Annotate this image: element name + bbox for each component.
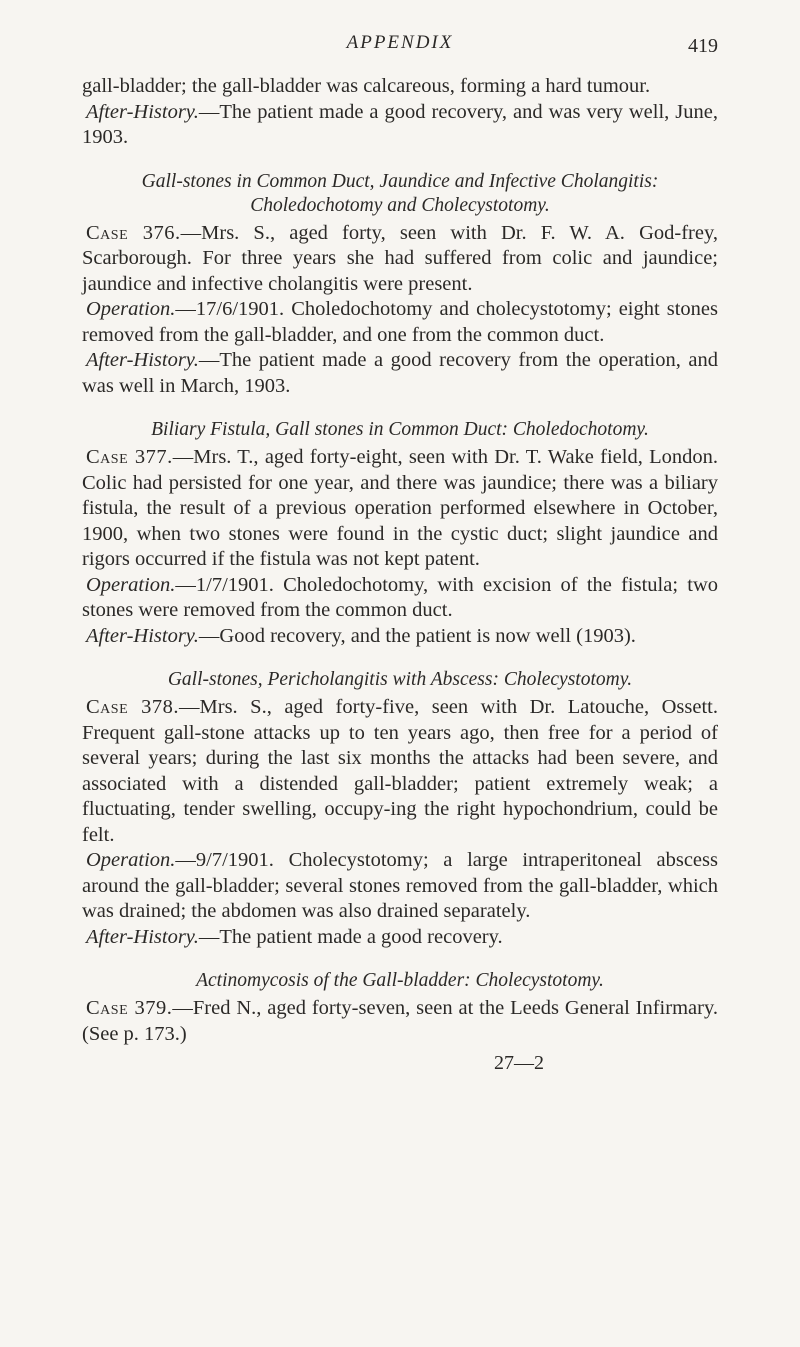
- case-label: Case 377.: [86, 446, 173, 468]
- operation-text: —9/7/1901. Cholecystotomy; a large intraperitoneal abscess around the gall-bladder; several stones removed from the gall-bladder, which was drained; the abdomen was also drained separately.: [82, 849, 718, 922]
- after-history-label: After-History.: [86, 100, 199, 123]
- section-heading: Actinomycosis of the Gall-bladder: Cholecystotomy.: [196, 970, 604, 991]
- case-378-after-history: [82, 925, 718, 951]
- operation-label: Operation.: [86, 849, 176, 871]
- paragraph-after-history: [82, 100, 718, 151]
- case-label: Case 378.: [86, 696, 180, 718]
- paragraph-continuation: gall-bladder; the gall-bladder was calcareous, forming a hard tumour.: [82, 75, 651, 97]
- section-heading: Gall-stones, Pericholangitis with Abscess: Cholecystotomy.: [167, 669, 633, 690]
- case-376-after-history: [82, 348, 718, 399]
- case-378-operation: [82, 848, 718, 925]
- after-history-text: —The patient made a good recovery.: [198, 925, 503, 948]
- case-377-after-history: [82, 624, 718, 650]
- after-history-text: —Good recovery, and the patient is now well (1903).: [198, 624, 636, 647]
- section-heading: Gall-stones in Common Duct, Jaundice and Infective Cholangitis: Choledochotomy and Cholecystotomy.: [141, 170, 659, 216]
- after-history-label: After-History.: [86, 349, 199, 371]
- signature-mark: 27—2: [494, 1052, 544, 1074]
- operation-text: —17/6/1901. Choledochotomy and cholecystotomy; eight stones removed from the gall-bladder, and one from the common duct.: [82, 298, 718, 346]
- case-text: —Mrs. T., aged forty-eight, seen with Dr. T. Wake field, London. Colic had persisted for one year, and there was jaundice; there was a biliary fistula, the result of a previous operation performed elsewhere in October, 1900, when two stones were found in the cystic duct; slight jaundice and rigors occurred if the fistula was not kept patent.: [82, 446, 719, 570]
- after-history-text: —The patient made a good recovery, and was very well, June, 1903.: [82, 100, 718, 148]
- case-label: Case 376.: [86, 221, 181, 244]
- case-378: [82, 695, 718, 848]
- running-head: APPENDIX: [346, 32, 454, 53]
- page-number: 419: [688, 35, 718, 57]
- operation-label: Operation.: [86, 298, 176, 320]
- case-379: [82, 996, 718, 1047]
- after-history-text: —The patient made a good recovery from the operation, and was well in March, 1903.: [82, 349, 718, 397]
- case-label: Case 379.: [86, 997, 173, 1019]
- case-376-operation: [82, 297, 718, 348]
- case-377-operation: [82, 573, 718, 624]
- case-text: —Fred N., aged forty-seven, seen at the Leeds General Infirmary. (See p. 173.): [82, 997, 718, 1045]
- after-history-label: After-History.: [86, 925, 199, 948]
- case-text: —Mrs. S., aged forty, seen with Dr. F. W. A. God-frey, Scarborough. For three years she had suffered from colic and jaundice; jaundice and infective cholangitis were present.: [82, 221, 718, 295]
- after-history-label: After-History.: [86, 624, 199, 647]
- book-page: [82, 32, 718, 1077]
- page-body: [82, 74, 718, 1077]
- case-376: [82, 221, 718, 298]
- case-text: —Mrs. S., aged forty-five, seen with Dr. Latouche, Ossett. Frequent gall-stone attacks up to ten years ago, then free for a period of several years; during the last six months the attacks had been severe, and associated with a distended gall-bladder; patient extremely weak; a fluctuating, tender swelling, occupy-ing the right hypochondrium, could be felt.: [82, 696, 718, 846]
- operation-text: —1/7/1901. Choledochotomy, with excision of the fistula; two stones were removed from the common duct.: [82, 573, 718, 621]
- section-heading: Biliary Fistula, Gall stones in Common Duct: Choledochotomy.: [151, 419, 649, 440]
- page-header: [82, 32, 718, 74]
- case-377: [82, 445, 718, 573]
- operation-label: Operation.: [86, 573, 176, 596]
